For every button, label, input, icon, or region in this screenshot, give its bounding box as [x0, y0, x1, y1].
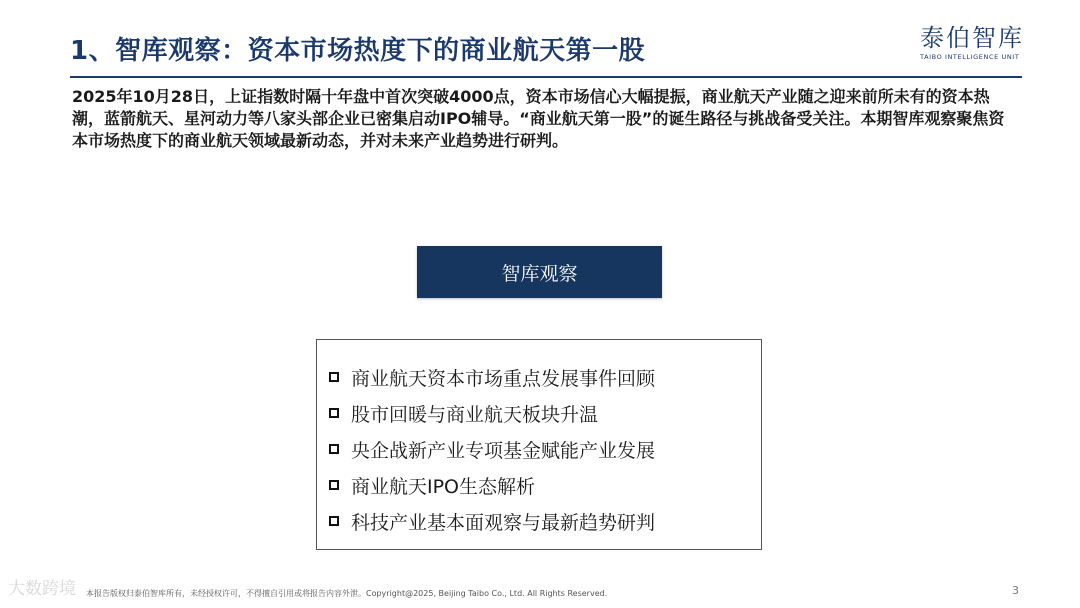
list-item-label: 商业航天资本市场重点发展事件回顾: [351, 367, 656, 390]
brand-logo: [920, 24, 1030, 61]
logo-text: 泰伯智库: [920, 24, 1024, 52]
section-tag: [417, 246, 662, 298]
list-item: [329, 503, 761, 539]
toc-list: [316, 339, 762, 550]
title-divider: [70, 76, 1022, 78]
square-bullet-icon: [329, 444, 339, 454]
list-item-label: 股市回暖与商业航天板块升温: [351, 403, 599, 426]
list-item: [329, 431, 761, 467]
list-item: [329, 395, 761, 431]
page-title: 1、智库观察：资本市场热度下的商业航天第一股: [70, 36, 646, 66]
list-item-label: 科技产业基本面观察与最新趋势研判: [351, 511, 656, 534]
list-item: [329, 359, 761, 395]
page-number: 3: [1012, 584, 1019, 597]
square-bullet-icon: [329, 480, 339, 490]
square-bullet-icon: [329, 516, 339, 526]
list-item: [329, 467, 761, 503]
list-item-label: 央企战新产业专项基金赋能产业发展: [351, 439, 656, 462]
section-tag-label: 智库观察: [501, 262, 578, 285]
list-item-label: 商业航天IPO生态解析: [351, 475, 536, 498]
intro-paragraph: 2025年10月28日，上证指数时隔十年盘中首次突破4000点，资本市场信心大幅提振，商业航天产业随之迎来前所未有的资本热潮，蓝箭航天、星河动力等八家头部企业已密集启动IPO辅导。“商业航天第一股”的诞生路径与挑战备受关注。本期智库观察聚焦资本市场热度下的商业航天领域最新动态，并对未来产业趋势进行研判。: [72, 87, 1005, 150]
logo-subtitle: TAIBO INTELLIGENCE UNIT: [920, 53, 1020, 61]
square-bullet-icon: [329, 408, 339, 418]
watermark: 大数跨境: [8, 579, 76, 599]
square-bullet-icon: [329, 372, 339, 382]
copyright-footer: 本报告版权归泰伯智库所有，未经授权许可，不得擅自引用或将报告内容外泄。Copyright@2025, Beijing Taibo Co., Ltd. All Rights Reserved.: [86, 589, 608, 598]
